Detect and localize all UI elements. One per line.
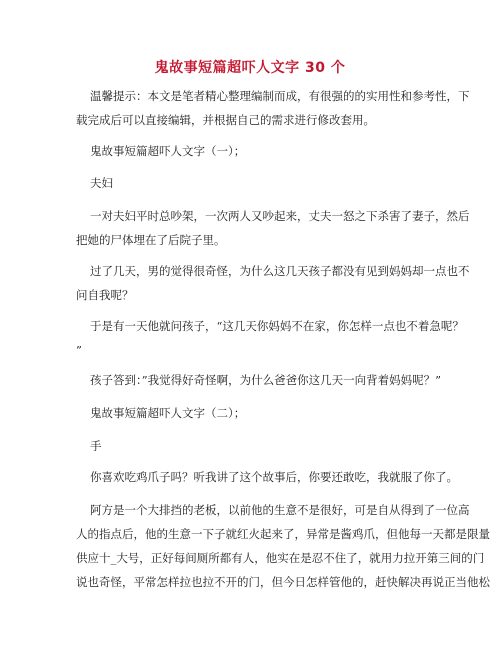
text-line: 一对夫妇平时总吵架，一次两人又吵起来，丈夫一怒之下杀害了妻子，然后 xyxy=(90,209,470,223)
section-heading-2 xyxy=(90,401,425,425)
text-line: ” xyxy=(76,343,82,357)
text-line: 手 xyxy=(90,439,102,453)
text-line: 于是有一天他就问孩子，“这几天你妈妈不在家，你怎样一点也不着急呢？ xyxy=(90,319,464,333)
story-title-2 xyxy=(90,434,425,458)
paragraph xyxy=(76,498,490,594)
document-title: 鬼故事短篇超吓人文字 30 个 xyxy=(154,60,346,76)
text-line: 说也奇怪，平常怎样拉也拉不开的门，但今日怎样管他的，赶快解决再说正当他松 xyxy=(76,575,490,589)
story-title-1 xyxy=(90,171,425,195)
text-line: 问自我呢？ xyxy=(76,288,134,302)
paragraph xyxy=(76,259,470,307)
text-line: 过了几天，男的觉得很奇怪，为什么这几天孩子都没有见到妈妈却一点也不 xyxy=(90,264,470,278)
text-line: 载完成后可以直接编辑，并根据自己的需求进行修改套用。 xyxy=(76,113,375,127)
text-line: 人的指点后，他的生意一下子就红火起来了，异常是酱鸡爪，但他每一天都是限量 xyxy=(76,527,490,541)
text-line: 鬼故事短篇超吓人文字（二）； xyxy=(90,406,246,420)
paragraph xyxy=(76,314,464,362)
text-line: 把她的尸体埋在了后院子里。 xyxy=(76,233,226,247)
text-line: 供应十_大号，正好每间厕所都有人，他实在是忍不住了，就用力拉开第三间的门 xyxy=(76,551,485,565)
text-line: 阿方是一个大排挡的老板，以前他的生意不是很好，可是自从得到了一位高 xyxy=(90,503,470,517)
section-heading-1 xyxy=(90,139,425,163)
paragraph xyxy=(90,465,458,489)
paragraph xyxy=(90,368,442,392)
text-line: 夫妇 xyxy=(90,176,113,190)
paragraph-notice xyxy=(76,84,470,132)
paragraph xyxy=(76,204,470,252)
text-line: 温馨提示：本文是笔者精心整理编制而成，有很强的的实用性和参考性，下 xyxy=(90,89,470,103)
text-line: 孩子答到：”我觉得好奇怪啊，为什么爸爸你这几天一向背着妈妈呢？” xyxy=(90,373,442,387)
text-line: 鬼故事短篇超吓人文字（一）； xyxy=(90,144,246,158)
text-line: 你喜欢吃鸡爪子吗？听我讲了这个故事后，你要还敢吃，我就服了你了。 xyxy=(90,470,458,484)
